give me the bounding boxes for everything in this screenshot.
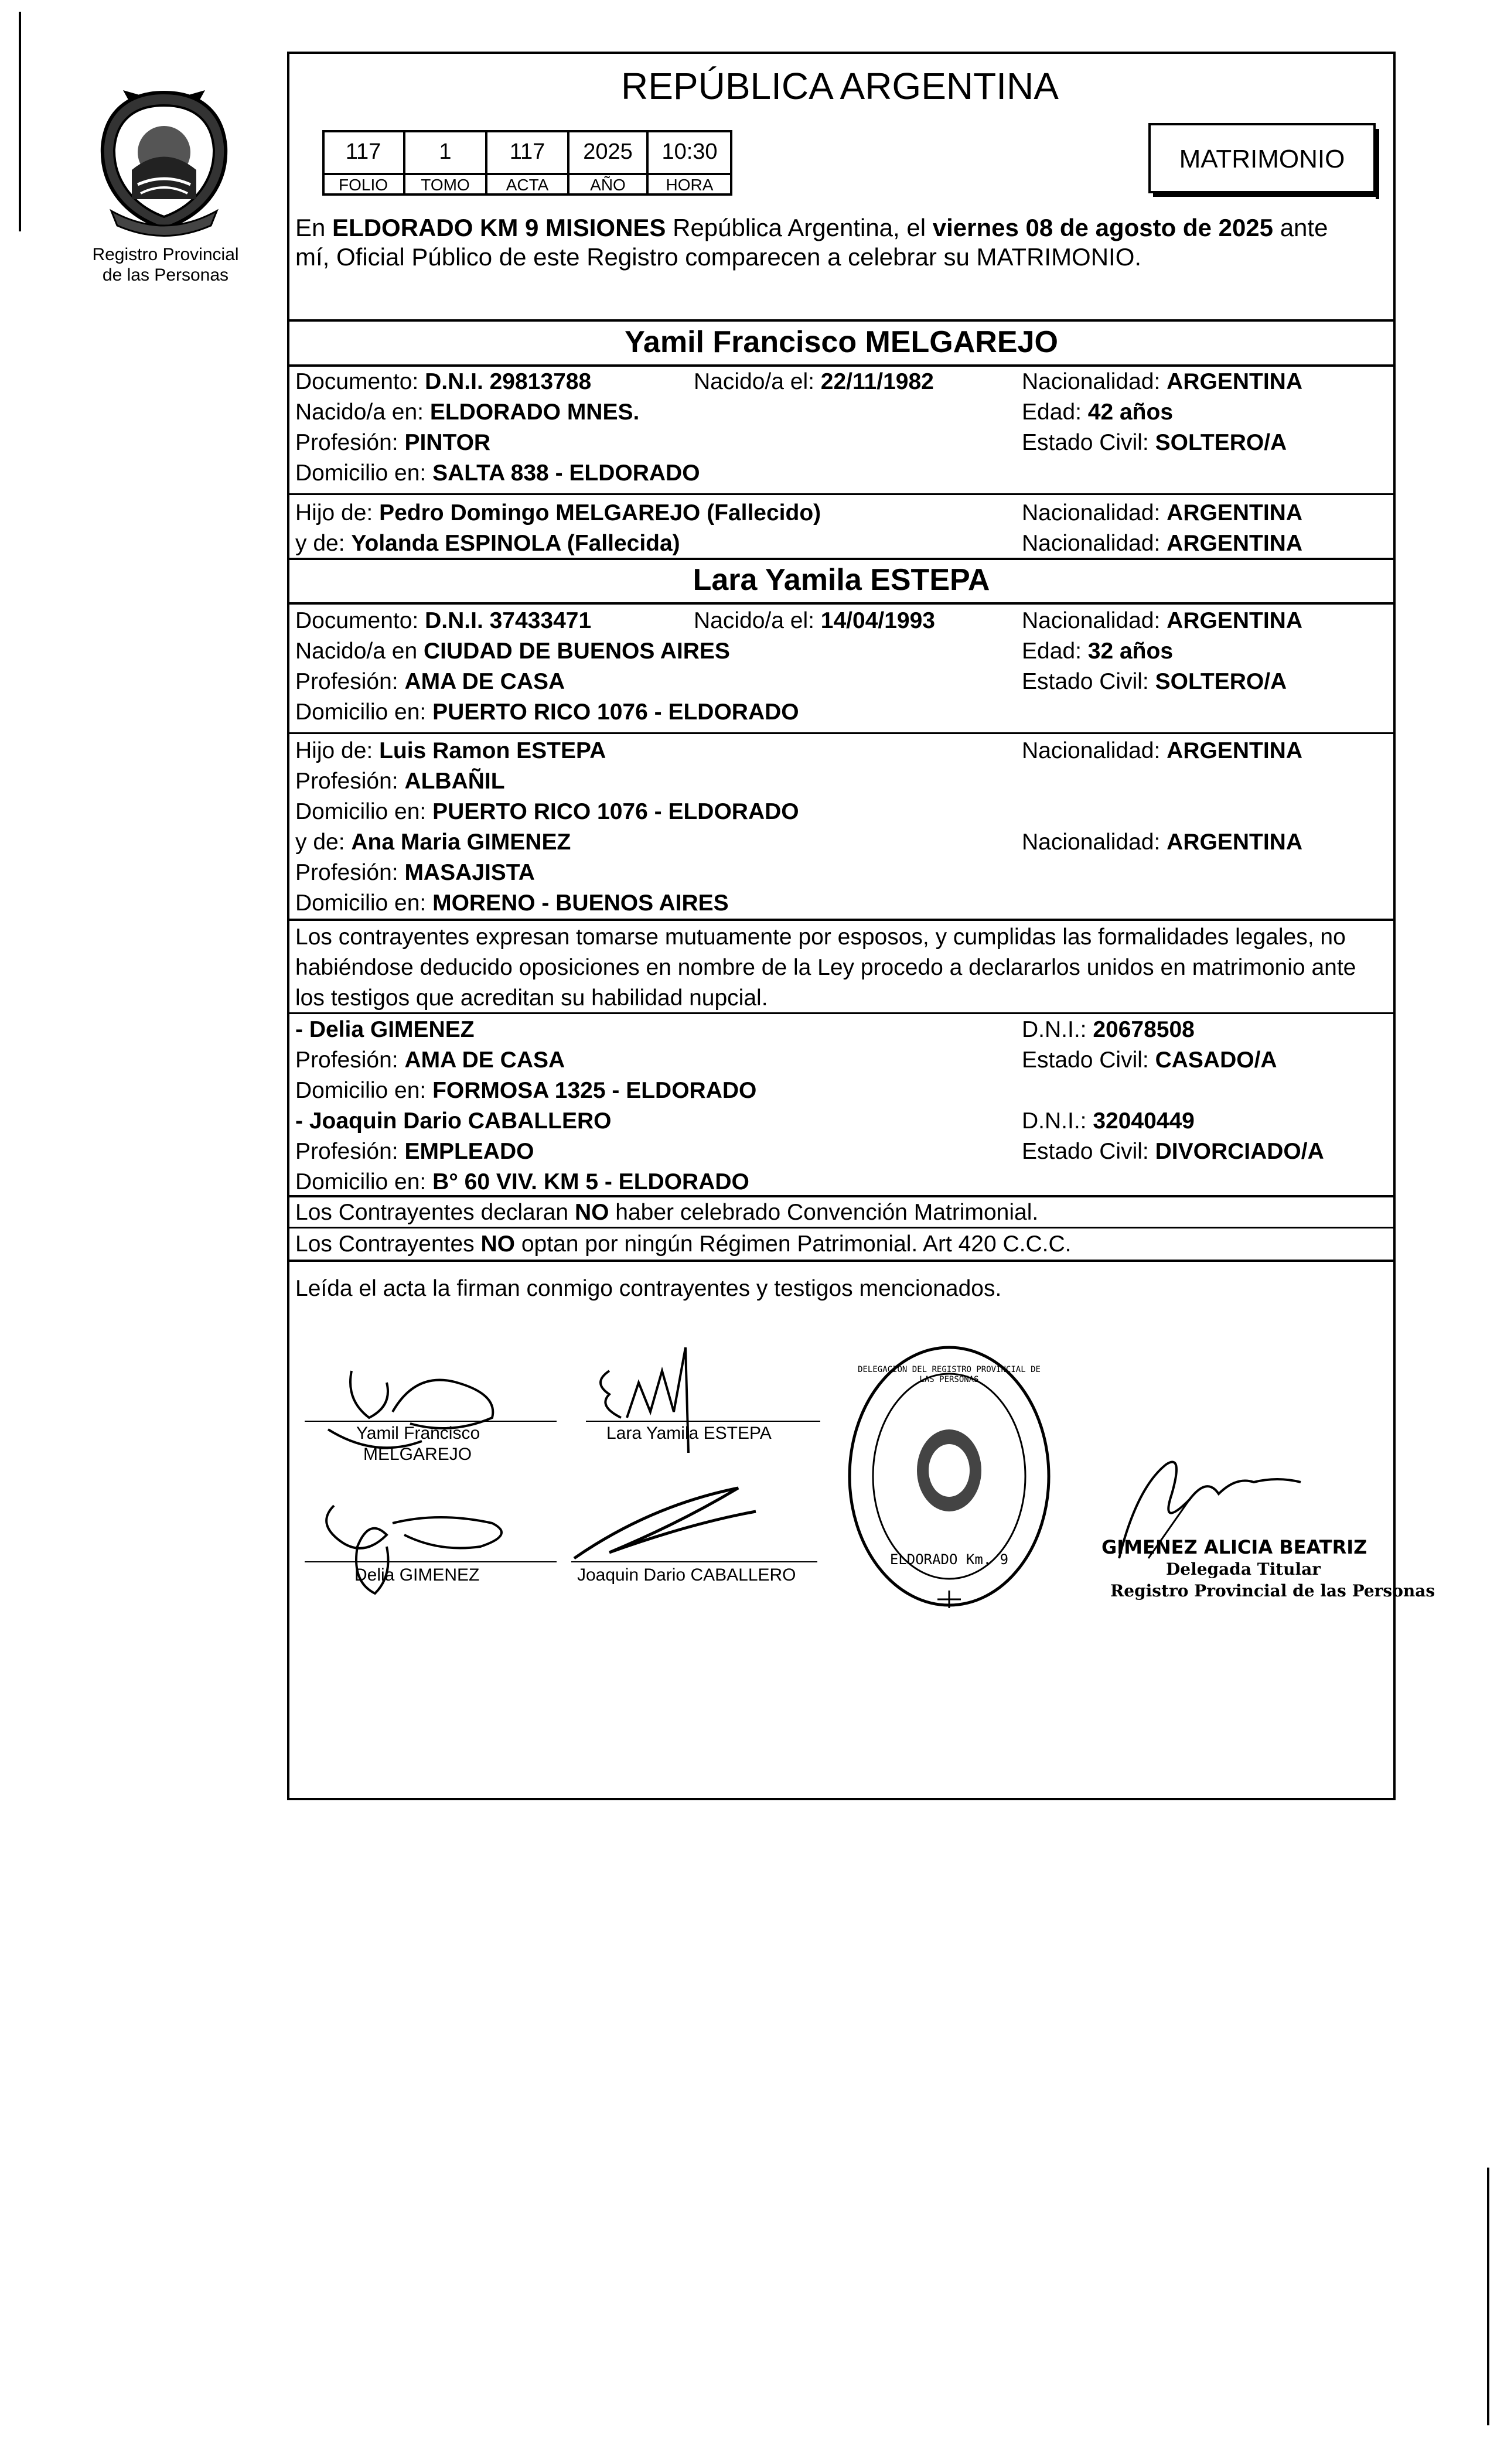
logo-caption-line2: de las Personas (102, 265, 229, 285)
folio-label: FOLIO (338, 176, 388, 194)
spouse1-profession: Profesión: PINTOR (295, 430, 491, 455)
record-type: MATRIMONIO (1179, 145, 1345, 173)
declaration-line-3: los testigos que acreditan su habilidad nupcial. (295, 985, 768, 1011)
witness1-civil-status: Estado Civil: CASADO/A (1022, 1047, 1277, 1073)
spouse2-father-profession: Profesión: ALBAÑIL (295, 769, 505, 794)
ceremony-date: viernes 08 de agosto de 2025 (932, 214, 1274, 241)
witness2-dni: D.N.I.: 32040449 (1022, 1108, 1195, 1134)
officer-office: Registro Provincial de las Personas (1110, 1581, 1435, 1600)
spouse2-mother: y de: Ana Maria GIMENEZ (295, 830, 571, 855)
signature-spouse1-surname: MELGAREJO (363, 1445, 472, 1464)
spouse1-birthdate: Nacido/a el: 22/11/1982 (694, 369, 934, 394)
signature-spouse2-name: Lara Yamila ESTEPA (606, 1424, 772, 1443)
spouse1-address: Domicilio en: SALTA 838 - ELDORADO (295, 460, 700, 486)
signature-witness2-name: Joaquin Dario CABALLERO (577, 1565, 796, 1585)
spouse1-name: Yamil Francisco MELGAREJO (625, 325, 1058, 359)
ceremony-place: ELDORADO KM 9 MISIONES (332, 214, 666, 241)
spouse2-profession: Profesión: AMA DE CASA (295, 669, 565, 694)
witness2-address: Domicilio en: B° 60 VIV. KM 5 - ELDORADO (295, 1169, 749, 1195)
spouse2-birthplace: Nacido/a en CIUDAD DE BUENOS AIRES (295, 639, 730, 664)
margin-mark-bottom (1487, 2168, 1489, 2425)
hour-value: 10:30 (661, 139, 718, 164)
officer-title: Delegada Titular (1166, 1559, 1321, 1579)
spouse1-document: Documento: D.N.I. 29813788 (295, 369, 592, 394)
declaration-line-1: Los contrayentes expresan tomarse mutuamente por esposos, y cumplidas las formalidades legales, no (295, 924, 1346, 950)
spouse1-mother: y de: Yolanda ESPINOLA (Fallecida) (295, 531, 680, 556)
hour-label: HORA (666, 176, 714, 194)
witness1-profession: Profesión: AMA DE CASA (295, 1047, 565, 1073)
acta-value: 117 (509, 139, 545, 164)
folio-value: 117 (345, 139, 381, 164)
page-title: REPÚBLICA ARGENTINA (621, 65, 1059, 107)
intro-line-2: mí, Oficial Público de este Registro comparecen a celebrar su MATRIMONIO. (295, 243, 1142, 271)
spouse2-age: Edad: 32 años (1022, 639, 1174, 664)
witness2-profession: Profesión: EMPLEADO (295, 1139, 534, 1164)
witness1-name: - Delia GIMENEZ (295, 1017, 475, 1042)
spouse2-father: Hijo de: Luis Ramon ESTEPA (295, 738, 606, 763)
spouse1-mother-nationality: Nacionalidad: ARGENTINA (1022, 531, 1303, 556)
regime-statement: Los Contrayentes NO optan por ningún Régimen Patrimonial. Art 420 C.C.C. (295, 1231, 1072, 1257)
signature-witness1 (305, 1488, 551, 1605)
year-value: 2025 (583, 139, 633, 164)
convention-statement: Los Contrayentes declaran NO haber celebrado Convención Matrimonial. (295, 1200, 1039, 1225)
spouse2-mother-nationality: Nacionalidad: ARGENTINA (1022, 830, 1303, 855)
official-stamp (844, 1342, 1055, 1623)
witness2-name: - Joaquin Dario CABALLERO (295, 1108, 612, 1134)
signature-witness2 (562, 1476, 809, 1570)
stamp-location: ELDORADO Km. 9 (889, 1551, 1009, 1568)
spouse2-birthdate: Nacido/a el: 14/04/1993 (694, 608, 935, 633)
spouse1-age: Edad: 42 años (1022, 400, 1174, 425)
spouse2-document: Documento: D.N.I. 37433471 (295, 608, 592, 633)
spouse2-nationality: Nacionalidad: ARGENTINA (1022, 608, 1303, 633)
spouse2-father-address: Domicilio en: PUERTO RICO 1076 - ELDORADO (295, 799, 799, 824)
spouse1-father-nationality: Nacionalidad: ARGENTINA (1022, 500, 1303, 525)
witness1-address: Domicilio en: FORMOSA 1325 - ELDORADO (295, 1078, 757, 1103)
stamp-ring-text: DELEGACION DEL REGISTRO PROVINCIAL DE LAS PERSONAS (858, 1365, 1041, 1384)
witness2-civil-status: Estado Civil: DIVORCIADO/A (1022, 1139, 1324, 1164)
year-label: AÑO (590, 176, 626, 194)
witness1-dni: D.N.I.: 20678508 (1022, 1017, 1195, 1042)
spouse2-mother-profession: Profesión: MASAJISTA (295, 860, 535, 885)
margin-mark-top (19, 12, 21, 231)
spouse2-father-nationality: Nacionalidad: ARGENTINA (1022, 738, 1303, 763)
closing-statement: Leída el acta la firman conmigo contrayentes y testigos mencionados. (295, 1276, 1002, 1301)
logo-caption-line1: Registro Provincial (92, 245, 239, 264)
spouse1-birthplace: Nacido/a en: ELDORADO MNES. (295, 400, 640, 425)
signature-witness1-name: Delia GIMENEZ (354, 1565, 480, 1585)
spouse1-nationality: Nacionalidad: ARGENTINA (1022, 369, 1303, 394)
tomo-value: 1 (439, 139, 452, 164)
spouse2-address: Domicilio en: PUERTO RICO 1076 - ELDORADO (295, 699, 799, 725)
spouse2-civil-status: Estado Civil: SOLTERO/A (1022, 669, 1287, 694)
declaration-line-2: habiéndose deducido oposiciones en nombre de la Ley procedo a declararlos unidos en matrimonio ante (295, 955, 1356, 980)
intro-line-1: En ELDORADO KM 9 MISIONES República Argentina, el viernes 08 de agosto de 2025 ante (295, 214, 1328, 241)
tomo-label: TOMO (421, 176, 470, 194)
acta-label: ACTA (506, 176, 549, 194)
officer-name: GIMENEZ ALICIA BEATRIZ (1101, 1536, 1367, 1558)
signature-spouse1-name: Yamil Francisco (356, 1424, 480, 1443)
province-logo (88, 88, 240, 234)
spouse1-civil-status: Estado Civil: SOLTERO/A (1022, 430, 1287, 455)
spouse2-name: Lara Yamila ESTEPA (693, 563, 990, 597)
spouse1-father: Hijo de: Pedro Domingo MELGAREJO (Fallecido) (295, 500, 821, 525)
spouse2-mother-address: Domicilio en: MORENO - BUENOS AIRES (295, 890, 729, 916)
